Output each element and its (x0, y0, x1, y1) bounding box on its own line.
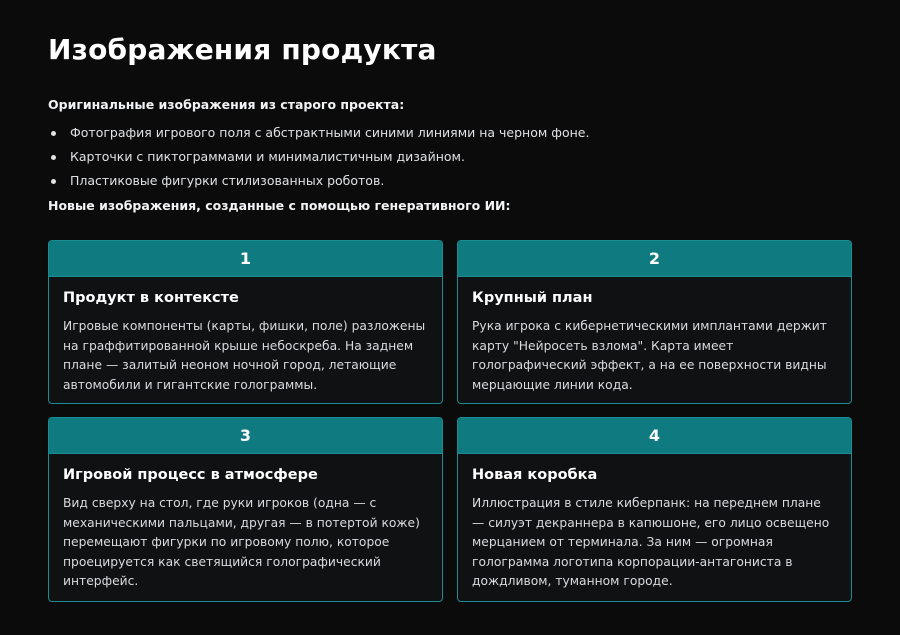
card-body (49, 454, 442, 592)
image-card-2 (457, 240, 852, 404)
card-number: 2 (648, 249, 661, 268)
card-description: Рука игрока с кибернетическими имплантами держит карту "Нейросеть взлома". Карта имеет голографический эффект, а на ее поверхности видны мерцающие линии кода. (472, 319, 827, 392)
original-images-heading: Оригинальные изображения из старого проекта: (48, 97, 405, 112)
list-item: Карточки с пиктограммами и минималистичным дизайном. (70, 149, 852, 165)
card-description: Вид сверху на стол, где руки игроков (одна — с механическими пальцами, другая — в потертой коже) перемещают фигурки по игровому полю, которое проецируется как светящийся голографический интерфейс. (63, 496, 420, 588)
page-content (48, 30, 852, 214)
card-title: Игровой процесс в атмосфере (63, 467, 318, 483)
list-item: Фотография игрового поля с абстрактными синими линиями на черном фоне. (70, 125, 852, 141)
card-header (458, 241, 851, 277)
image-cards-grid (48, 240, 852, 602)
card-header (458, 418, 851, 454)
new-images-heading: Новые изображения, созданные с помощью генеративного ИИ: (48, 198, 511, 213)
image-card-3 (48, 417, 443, 602)
card-number: 3 (239, 426, 252, 445)
card-header (49, 241, 442, 277)
card-header (49, 418, 442, 454)
page-title: Изображения продукта (48, 33, 437, 66)
card-description: Иллюстрация в стиле киберпанк: на переднем плане — силуэт декраннера в капюшоне, его лицо освещено мерцанием от терминала. За ним — огромная голограмма логотипа корпорации-антагониста в дождливом, туманном городе. (472, 496, 830, 588)
card-description: Игровые компоненты (карты, фишки, поле) разложены на граффитированной крыше небоскреба. На заднем плане — залитый неоном ночной город, летающие автомобили и гигантские голограммы. (63, 319, 426, 392)
image-card-1 (48, 240, 443, 404)
card-title: Крупный план (472, 290, 593, 306)
card-title: Новая коробка (472, 467, 598, 483)
list-item: Пластиковые фигурки стилизованных роботов. (70, 173, 852, 189)
card-body (49, 277, 442, 395)
card-title: Продукт в контексте (63, 290, 239, 306)
image-card-4 (457, 417, 852, 602)
card-number: 4 (648, 426, 661, 445)
card-number: 1 (239, 249, 252, 268)
card-body (458, 454, 851, 592)
card-body (458, 277, 851, 395)
original-images-list (48, 125, 852, 189)
